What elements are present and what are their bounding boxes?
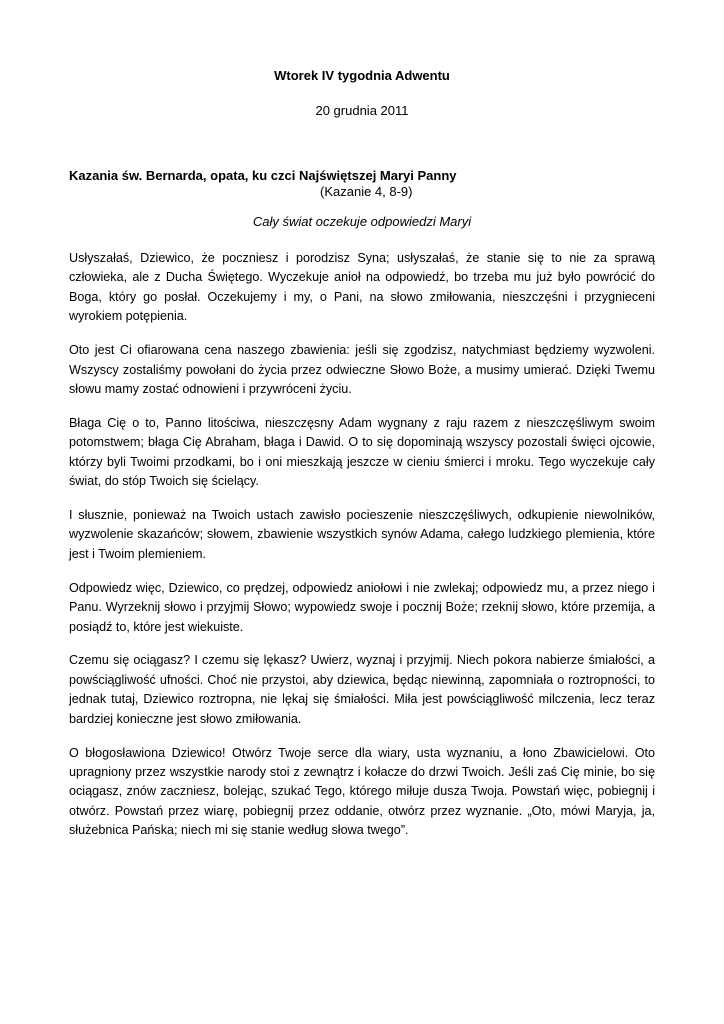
reading-subtitle: Cały świat oczekuje odpowiedzi Maryi — [252, 214, 472, 229]
day-title: Wtorek IV tygodnia Adwentu — [274, 68, 450, 83]
paragraph-1: Usłyszałaś, Dziewico, że poczniesz i porodzisz Syna; usłyszałaś, że stanie się to nie za sprawą człowieka, ale z Ducha Świętego. Wyczekuje anioł na odpowiedź, bo trzeba mu już było powrócić do Boga, który go posłał. Oczekujemy i my, o Pani, na słowo zmiłowania, nieszczęśni i przygnieceni wyrokiem potępienia. — [69, 251, 655, 324]
paragraph-7: O błogosławiona Dziewico! Otwórz Twoje serce dla wiary, usta wyznaniu, a łono Zbawicielowi. Oto upragniony przez wszystkie narody stoi z zewnątrz i kołacze do drzwi Twoich. Jeśli zaś Cię minie, bo się ociągasz, znów zaczniesz, bolejąc, szukać Tego, którego miłuje dusza Twoja. Powstań więc, pobiegnij i otwórz. Powstań przez wiarę, pobiegnij przez oddanie, otwórz przez wyznanie. „Oto, mówi Maryja, ja, służebnica Pańska; niech mi się stanie według słowa twego”. — [69, 745, 655, 838]
source-title: Kazania św. Bernarda, opata, ku czci Najświętszej Maryi Panny — [69, 168, 457, 183]
paragraph-4: I słusznie, ponieważ na Twoich ustach zawisło pocieszenie nieszczęśliwych, odkupienie niewolników, wyzwolenie skazańców; słowem, zbawienie wszystkich synów Adama, całego ludzkiego plemienia, które jest i Twoim plemieniem. — [69, 507, 655, 561]
source-reference: (Kazanie 4, 8-9) — [320, 184, 413, 199]
reading-body — [69, 249, 655, 855]
document-date: 20 grudnia 2011 — [315, 103, 409, 118]
paragraph-6: Czemu się ociągasz? I czemu się lękasz? Uwierz, wyznaj i przyjmij. Niech pokora nabierze śmiałości, a powściągliwość ufności. Choć nie przystoi, aby dziewica, będąc niewinną, zapomniała o roztropności, to jednak tutaj, Dziewico roztropna, nie lękaj się śmiałości. Miła jest powściągliwość milczenia, lecz teraz bardziej konieczne jest słowo zmiłowania. — [69, 653, 655, 726]
paragraph-5: Odpowiedz więc, Dziewico, co prędzej, odpowiedz aniołowi i nie zwlekaj; odpowiedz mu, a przez niego i Panu. Wyrzeknij słowo i przyjmij Słowo; wypowiedz swoje i pocznij Boże; rzeknij słowo, które przemija, a posiądź to, które jest wiekuiste. — [69, 580, 655, 634]
paragraph-2: Oto jest Ci ofiarowana cena naszego zbawienia: jeśli się zgodzisz, natychmiast będziemy wyzwoleni. Wszyscy zostaliśmy powołani do życia przez odwieczne Słowo Boże, a musimy umierać. Dzięki Twemu słowu mamy zostać odnowieni i przywróceni życiu. — [69, 343, 655, 396]
paragraph-3: Błaga Cię o to, Panno litościwa, nieszczęsny Adam wygnany z raju razem z nieszczęśliwym swoim potomstwem; błaga Cię Abraham, błaga i Dawid. O to się dopominają wszyscy pozostali święci ojcowie, którzy byli Twoimi przodkami, bo i oni mieszkają jeszcze w cieniu śmierci i mroku. Tego wyczekuje cały świat, do stóp Twoich się ścielący. — [69, 415, 655, 489]
